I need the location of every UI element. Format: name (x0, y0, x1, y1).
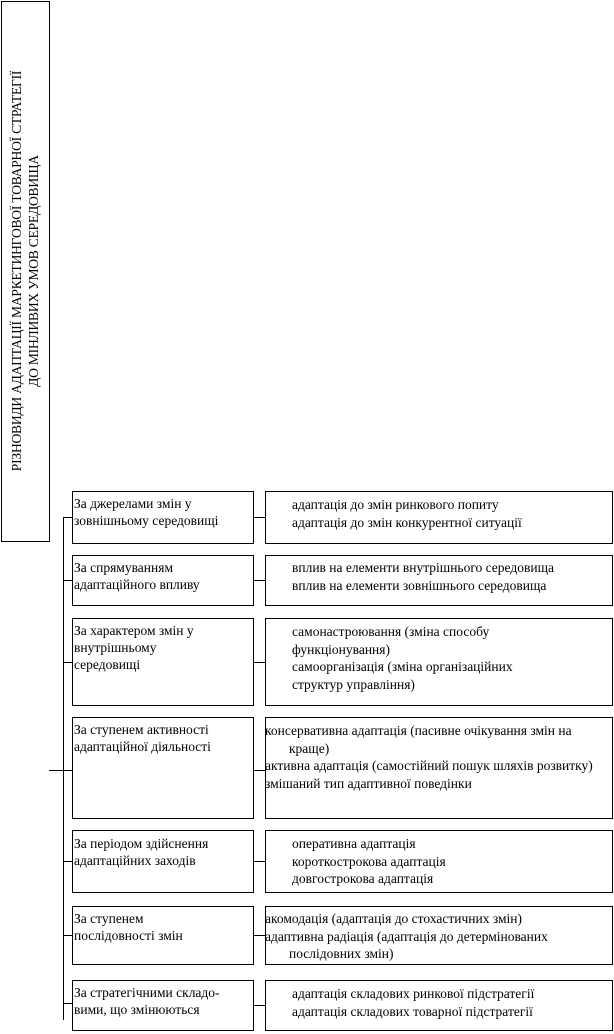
list-item: адаптація складових ринкової підстратегії (292, 986, 535, 1001)
diagram-title (1, 1, 49, 541)
items-sources-of-change (265, 494, 613, 533)
category-sequence-of-changes: За ступенем послідовності змін (74, 911, 183, 943)
list-item: адаптація складових товарної підстратегії (292, 1003, 533, 1019)
list-item: активна адаптація (самостійний пошук шляхів розвитку) (265, 758, 593, 773)
items-implementation-period (265, 833, 613, 890)
items-degree-of-activity (265, 720, 613, 794)
items-strategic-components (265, 983, 613, 1022)
category-direction-of-influence: За спрямуванням адаптаційного впливу (74, 560, 200, 592)
list-item: самоорганізація (зміна організаційних структур управління) (292, 659, 513, 692)
category-sources-of-change: За джерелами змін у зовнішньому середовищі (74, 496, 219, 528)
list-item: адаптація до змін конкурентної ситуації (292, 514, 522, 530)
items-sequence-of-changes (265, 908, 613, 965)
list-item: адаптація до змін ринкового попиту (292, 497, 499, 512)
list-item: оперативна адаптація (292, 836, 416, 851)
items-direction-of-influence (265, 557, 613, 596)
category-implementation-period: За періодом здійснення адаптаційних заходів (74, 836, 209, 868)
list-item: короткострокова адаптація (292, 853, 446, 869)
list-item: акомодація (адаптація до стохастичних змін) (265, 911, 523, 926)
list-item: консервативна адаптація (пасивне очікування змін на краще) (265, 723, 572, 756)
list-item: вплив на елементи внутрішнього середовища (292, 560, 554, 575)
category-strategic-components: За стратегічними складо- вими, що змінюються (74, 985, 220, 1017)
list-item: самонастроювання (зміна способу функціонування) (292, 624, 490, 657)
category-degree-of-activity: За ступенем активності адаптаційної діяльності (74, 722, 211, 754)
items-nature-of-changes (265, 621, 565, 695)
list-item: довгострокова адаптація (292, 871, 434, 886)
title-line-1: РІЗНОВИДИ АДАПТАЦІЇ МАРКЕТИНГОВОЇ ТОВАРНОЇ СТРАТЕГІЇ (9, 70, 24, 472)
category-nature-of-changes: За характером змін у внутрішньому середовищі (74, 623, 194, 672)
list-item: адаптивна радіація (адаптація до детермінованих послідовних змін) (265, 928, 548, 961)
list-item: вплив на елементи зовнішнього середовища (292, 577, 547, 593)
list-item: змішаний тип адаптивної поведінки (265, 775, 472, 791)
title-line-2: ДО МІНЛИВИХ УМОВ СЕРЕДОВИЩА (26, 155, 41, 387)
